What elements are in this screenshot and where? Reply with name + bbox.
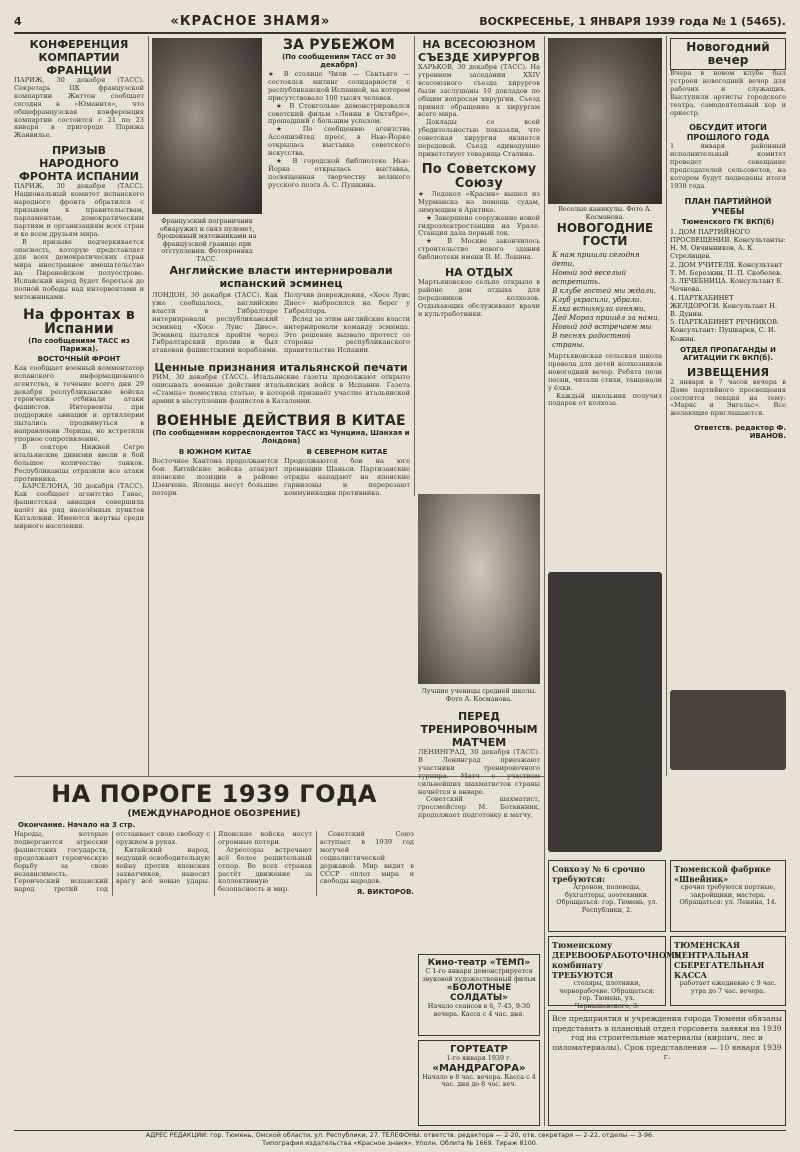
headline-italian-press: Ценные признания итальянской печати bbox=[154, 361, 408, 375]
newspaper-name: «КРАСНОЕ ЗНАМЯ» bbox=[170, 13, 331, 29]
ad-text: Начало сеансов в 6, 7-45, 9-30 вечера. Касса с 4 час. дня. bbox=[427, 1002, 531, 1018]
footer-address: АДРЕС РЕДАКЦИИ: гор. Тюмень, Омской области, ул. Республики, 27. ТЕЛЕФОНЫ: ответств. редактора — 2-20, отв. секретаря — 2-22, отделы — 3-96. bbox=[145, 1131, 655, 1139]
poem: К нам пришли сегодня дети, Новый год веселый встретить. В клубе гостей мы ждали, Клуб украсили, убрали. Елка вспыхнула огнями, Дед Мороз пришёл за нами, Новый год встречаем мы В песнях радостной страны. bbox=[552, 250, 660, 349]
notice-building-materials bbox=[548, 1010, 786, 1126]
headline-compartia: КОНФЕРЕНЦИЯ КОМПАРТИИ ФРАНЦИИ bbox=[29, 38, 129, 77]
ad-woodworking bbox=[548, 936, 682, 1010]
article-text: Народы, которые подвергаются агрессии фашистских государств, продолжают героическую борьбу за свою независимость. Героический испанский народ третий год отстаивает свою свободу с оружием в руках. bbox=[14, 830, 210, 894]
article-text: Вчера в новом клубе был устроен новогодний вечер для рабочих и служащих. Выступили артисты городского театра, самодеятельный хор и оркестр. bbox=[670, 69, 786, 117]
article-text: РИМ, 30 декабря (ТАСС). Итальянские газеты продолжают открыто описывать военные действия итальянских войск в Испании. Газета «Стампа» поместила статью, в которой признаёт участие итальянской армии в наступлении фашистов в Каталонии. bbox=[152, 373, 410, 405]
column-rule bbox=[666, 36, 667, 776]
masthead bbox=[14, 10, 786, 34]
headline-notices: ИЗВЕЩЕНИЯ bbox=[687, 365, 769, 379]
editor-signature: Ответств. редактор Ф. ИВАНОВ. bbox=[694, 424, 786, 441]
footer-printing: Типография издательства «Красное знамя». Уполн. Облита № 1669. Тираж 8100. bbox=[262, 1139, 538, 1147]
photo-children-holidays bbox=[548, 38, 662, 204]
ad-text: столяры, плотники, чернорабочие. Обращаться: гор. Тюмень, ул. Чернышевского, 3. bbox=[559, 979, 655, 1010]
headline-rest: НА ОТДЫХ bbox=[444, 266, 514, 280]
headline-party-study: ПЛАН ПАРТИЙНОЙ УЧЕБЫ bbox=[684, 196, 772, 216]
headline-spain-fronts: На фронтах в Испании bbox=[23, 306, 135, 337]
article-text: Мартьяновская сельская школа провела для детей колхозников новогодний вечер. Ребята пели песни, читали стихи, танцевали у ёлки. bbox=[548, 352, 662, 392]
article-text: Вслед за этим английские власти интернировали команду эсминца. Это решение вызвало протест со стороны республиканского правительства Испании. bbox=[284, 314, 410, 355]
photo-caption: Веселые каникулы. Фото А. Косманова. bbox=[558, 205, 652, 221]
photo-border-guard bbox=[152, 38, 262, 214]
subheading-south-china: В ЮЖНОМ КИТАЕ bbox=[178, 447, 252, 456]
ad-title: ТЮМЕНСКАЯ ЦЕНТРАЛЬНАЯ СБЕРЕГАТЕЛЬНАЯ КАССА bbox=[674, 940, 765, 980]
headline-china-war: ВОЕННЫЕ ДЕЙСТВИЯ В КИТАЕ bbox=[156, 412, 406, 429]
article-text: В секторе Нижней Сегре итальянские дивизии ввели в бой большое количество танков. Республиканцы отразили все атаки противника. bbox=[14, 442, 144, 483]
headline-results: ОБСУДИТ ИТОГИ ПРОШЛОГО ГОДА bbox=[686, 123, 770, 143]
ad-sovkhoz bbox=[548, 860, 666, 932]
headline-front: ПРИЗЫВ НАРОДНОГО ФРОНТА ИСПАНИИ bbox=[19, 144, 139, 184]
news-item: ★ По сообщению агентства Ассошиэйтед пресс, в Нью-Йорке открылась выставка советского искусства. bbox=[268, 125, 410, 158]
column-rule bbox=[544, 36, 545, 1126]
news-item: ★ Ледокол «Красин» вышел из Мурманска на помощь судам, зимующим в Арктике. bbox=[418, 189, 540, 214]
notice-item: 4. ПАРТКАБИНЕТ ЖЕЛДОРОГИ. Консультант Н. В. Дунин. bbox=[670, 293, 778, 318]
notice-item: 1. ДОМ ПАРТИЙНОГО ПРОСВЕЩЕНИЯ. Консультанты: Н. М. Овчинников, А. К. Стрелищев. bbox=[670, 227, 786, 261]
subheading-east-front: ВОСТОЧНЫЙ ФРОНТ bbox=[37, 354, 121, 363]
column-6 bbox=[670, 38, 786, 776]
page-number: 4 bbox=[14, 14, 22, 28]
notice-text: Все предприятия и учреждения города Тюмени обязаны представить в плановый отдел горсовета заявки на 1939 год на строительные материалы (кирпич, лес и пиломатериалы). Срок представления — 10 января 1939 г. bbox=[552, 1014, 782, 1062]
footer bbox=[14, 1130, 786, 1149]
article-text: Советский шахматист, гроссмейстер М. Ботвинник, продолжает подготовку к матчу. bbox=[418, 795, 540, 820]
headline-newyear-evening: Новогодний вечер bbox=[686, 40, 770, 67]
column-rule bbox=[148, 36, 149, 776]
article-text: 1 января районный исполнительный комитет проведет совещание председателей сельсоветов, на котором будут подведены итоги 1938 года. bbox=[670, 142, 786, 190]
ad-savings-bank bbox=[670, 936, 786, 1006]
ink-blot bbox=[670, 690, 786, 770]
article-text: ПАРИЖ, 30 декабря (ТАСС). Секретарь ЦК французской компартии Життон сообщает сегодня в «Юманите», что общефранцузская конференция компартии состоится с 21 по 23 января в пригороде Парижа Жанвилье. bbox=[14, 76, 144, 140]
photo-caption: Французский пограничник обнаружил и снял пулемет, брошенный мятежниками на французской границе при отступлении. Фотохроника ТАСС. bbox=[157, 217, 257, 263]
notice-item: 2. ДОМ УЧИТЕЛЯ. Консультант Т. М. Березкин, П. П. Скобелев. bbox=[670, 260, 783, 277]
article-text: Продолжаются бои на юге провинции Шаньси. Партизанские отряды нападают на японские гарнизоны и перерезают коммуникации противника. bbox=[284, 456, 410, 497]
ad-text: работает ежедневно с 9 час. утра до 7 час. вечера. bbox=[679, 979, 777, 995]
article-text: Восточнее Кантона продолжаются бои. Китайские войска атакуют японские позиции в районе Цзенчена. Японцы несут большие потери. bbox=[152, 456, 278, 497]
subheading-north-china: В СЕВЕРНОМ КИТАЕ bbox=[306, 447, 388, 456]
article-text: Китайский народ, ведущий освободительную войну против японских захватчиков, наносит врагу всё новые удары. Японские войска несут огромные потери. bbox=[116, 830, 312, 886]
subheading: Тюменского ГК ВКП(б) bbox=[681, 217, 775, 226]
news-item: ★ В городской библиотеке Нью-Йорка открылась выставка, посвященная творчеству великого русского поэта А. С. Пушкина. bbox=[268, 156, 410, 189]
international-review bbox=[14, 780, 414, 1126]
play-title: «МАНДРАГОРА» bbox=[432, 1062, 526, 1074]
headline-britain-destroyer: Английские власти интернировали испанский эсминец bbox=[169, 264, 393, 290]
notice-item: 3. ЛЕЧЕБНИЦА. Консультант Е. Чечнова. bbox=[670, 277, 784, 294]
article-text: БАРСЕЛОНА, 30 декабря (ТАСС). Как сообщает агентство Гавас, фашистская авиация совершила налёт на ряд населённых пунктов Каталонии. Имеются жертвы среди мирного населения. bbox=[14, 482, 144, 530]
subheading: (По сообщениям ТАСС из Парижа). bbox=[28, 336, 130, 353]
article-text: ХАРЬКОВ, 30 декабря (ТАСС). На утреннем заседании XXIV всесоюзного съезда хирургов были заслушаны 10 докладов по общим вопросам хирургии. Съезд принял обращение к хирургам всего мира. bbox=[418, 63, 540, 119]
author-signature: Я. ВИКТОРОВ. bbox=[356, 888, 414, 897]
article-text: ПАРИЖ, 30 декабря (ТАСС). Национальный комитет испанского народного фронта обратился с призывом к правительствам, парламентам, демократическим партиям и организациям всех стран и ко всем друзьям мира. bbox=[14, 182, 144, 238]
ad-text: Начало в 8 час. вечера. Касса с 4 час. дня до 8 час. веч. bbox=[422, 1072, 536, 1089]
ad-text: С 1-го января демонстрируется звуковой художественный фильм bbox=[422, 967, 536, 983]
headline-subtitle: (МЕЖДУНАРОДНОЕ ОБОЗРЕНИЕ) bbox=[127, 809, 301, 819]
article-text: Как сообщает военный комментатор испанского информационного агентства, в течение всего дня 29 декабря республиканские войска героически отбивали атаки фашистов. Интервенты при поддержке авиации и артиллерии пытались продвинуться в направлении Лериды, но встретили упорное сопротивление. bbox=[14, 363, 144, 443]
news-item: ★ Завершено сооружение новой гидроэлектростанции на Урале. Станция дала первый ток. bbox=[418, 213, 540, 238]
ad-text: Агроном, полеводы, бухгалтеры, зоотехники. Обращаться: гор. Тюмень, ул. Республики, 2. bbox=[556, 883, 658, 914]
photo-schoolgirls bbox=[418, 494, 540, 684]
column-rule bbox=[414, 36, 415, 496]
ad-cinema bbox=[418, 954, 540, 1036]
column-4 bbox=[418, 38, 540, 490]
news-item: ★ В Москве закончилось строительство нового здания библиотеки имени В. И. Ленина. bbox=[418, 237, 540, 262]
news-item: ★ В Стокгольме демонстрировался советский фильм «Ленин в Октябре», прошедший с большим успехом. bbox=[268, 101, 410, 126]
ad-title: Тюменскому ДЕРЕВООБРАБОТОЧНОМУ комбинату ТРЕБУЮТСЯ bbox=[552, 940, 682, 980]
headline-surgeons: НА ВСЕСОЮЗНОМ СЪЕЗДЕ ХИРУРГОВ bbox=[418, 38, 540, 64]
ad-text: срочно требуются портные, закройщики, мастера. Обращаться: ул. Ленина, 14. bbox=[679, 883, 777, 907]
article-text: ЛЕНИНГРАД, 30 декабря (ТАСС). В Ленинград приезжают участники тренировочного турнира. Матч с участием сильнейших шахматистов страны начнётся в январе. bbox=[418, 748, 540, 796]
ad-factory bbox=[670, 860, 786, 932]
article-text: Мартьяновское сельпо открыло в районе дом отдыха для передовиков колхозов. Отдыхающих обслуживают врачи и культработники. bbox=[418, 278, 540, 318]
notice-signature: ОТДЕЛ ПРОПАГАНДЫ И АГИТАЦИИ ГК ВКП(б). bbox=[680, 345, 776, 362]
article-text: Агрессоры встречают всё более решительный отпор. Во всех странах растёт движение за коллективную безопасность и мир. bbox=[218, 845, 312, 894]
film-title: «БОЛОТНЫЕ СОЛДАТЫ» bbox=[446, 983, 512, 1004]
headline-newyear-guests: НОВОГОДНИЕ ГОСТИ bbox=[556, 221, 654, 248]
headline-abroad: ЗА РУБЕЖОМ bbox=[283, 37, 395, 53]
article-text: Доклады со всей убедительностью показали, что советская хирургия является передовой. Съезд единодушно приветствует товарища Сталина. bbox=[418, 118, 540, 158]
column-5 bbox=[548, 222, 662, 612]
ad-theatre bbox=[418, 1040, 540, 1126]
issue-line: ВОСКРЕСЕНЬЕ, 1 ЯНВАРЯ 1939 года № 1 (5465). bbox=[479, 14, 786, 28]
headline-soviet-union: По Советскому Союзу bbox=[421, 161, 537, 191]
ad-title: Кино-театр «ТЕМП» bbox=[427, 958, 531, 968]
subheading: (По сообщениям корреспондентов ТАСС из Чунцина, Шанхая и Лондона) bbox=[152, 428, 410, 445]
news-item: ★ В столице Чили — Сантьяго — состоялся митинг солидарности с республиканской Испанией, на котором присутствовало 100 тысяч человек. bbox=[268, 70, 410, 102]
chess-article bbox=[418, 710, 540, 950]
ad-title: Совхозу № 6 срочно требуются: bbox=[552, 864, 646, 884]
article-text: В призыве подчеркивается опасность, которую представляет для всех демократических стран мира иностранное вмешательство на Пиренейском полуострове. Испанский народ будет бороться до полной победы над интервентами и мятежниками. bbox=[14, 237, 144, 301]
headline-chess: ПЕРЕД ТРЕНИРОВОЧНЫМ МАТЧЕМ bbox=[420, 710, 538, 749]
notice-item: 5. ПАРТКАБИНЕТ РЕЧНИКОВ. Консультант: Пушкарев, С. И. Кожин. bbox=[670, 318, 780, 343]
column-1 bbox=[14, 38, 144, 774]
subheading: (По сообщениям ТАСС от 30 декабря) bbox=[282, 53, 396, 69]
ink-blot bbox=[548, 572, 662, 852]
column-3 bbox=[268, 38, 410, 224]
article-text: Каждый школьник получил подарок от колхоза. bbox=[548, 391, 662, 408]
article-text: ЛОНДОН, 30 декабря (ТАСС). Как уже сообщалось, английские власти в Гибралтаре интернировали республиканский эсминец «Хосе Луис Диес». Эсминец пытался пройти через Гибралтарский пролив и был атакован фашистскими кораблями. Получив повреждения, «Хосе Луис Диес» выбросился на берег у Гибралтара. bbox=[152, 291, 410, 355]
headline-threshold-1939: НА ПОРОГЕ 1939 ГОДА bbox=[51, 780, 377, 808]
article-text: Советский Союз вступает в 1939 год могучей социалистической державой. Мир видит в СССР оплот мира и свободы народов. bbox=[320, 830, 414, 886]
ad-text: 1-го января 1939 г. bbox=[446, 1054, 512, 1062]
continuation-note: Окончание. Начало на 3 стр. bbox=[18, 821, 136, 829]
photo-caption: Лучшие ученицы средней школы. Фото А. Косманова. bbox=[421, 687, 537, 703]
ad-title: Тюменской фабрике «Швейник» bbox=[674, 864, 771, 884]
notice-text: 2 января в 7 часов вечера в Доме партийного просвещения состоится лекция на тему: «Маркс и Энгельс». Все желающие приглашаются. bbox=[670, 377, 786, 418]
ad-title: ГОРТЕАТР bbox=[450, 1044, 508, 1055]
